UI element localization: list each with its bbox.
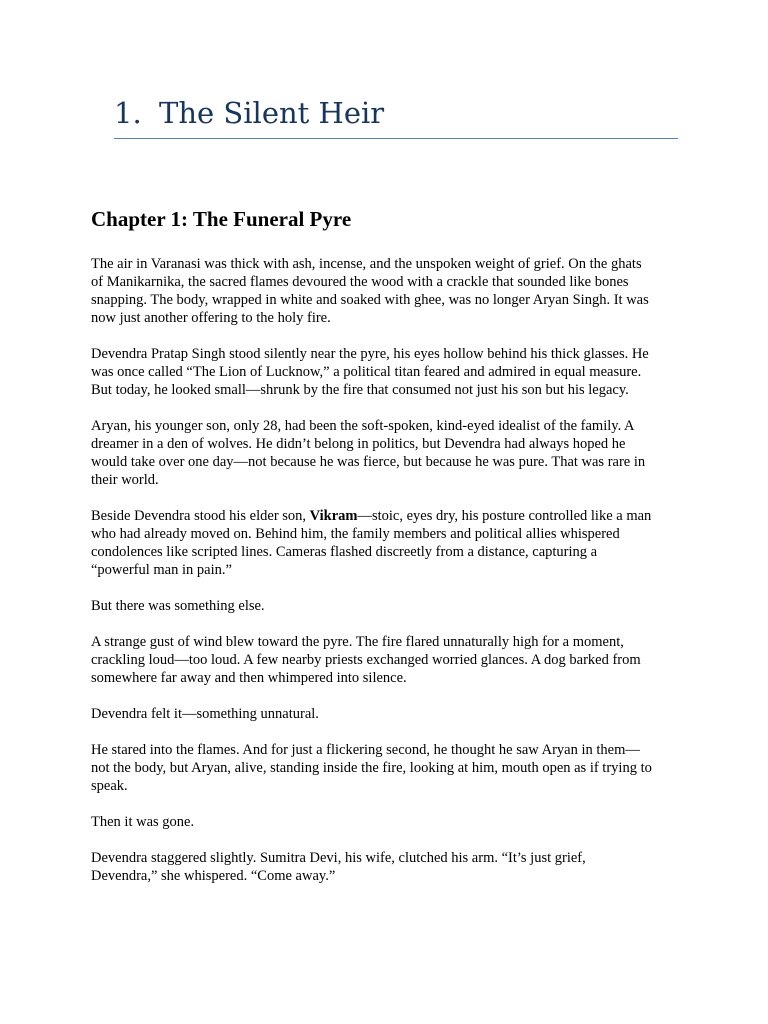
paragraph: [91, 633, 681, 687]
section-heading: [114, 93, 678, 139]
paragraph: [91, 705, 681, 723]
body-text: [91, 255, 681, 903]
text-line: Devendra,” she whispered. “Come away.”: [91, 868, 336, 884]
text-line: A strange gust of wind blew toward the pyre. The fire flared unnaturally high for a moment,: [91, 634, 624, 650]
text-line: snapping. The body, wrapped in white and soaked with ghee, was no longer Aryan Singh. It was: [91, 292, 649, 308]
text-line: of Manikarnika, the sacred flames devoured the wood with a crackle that sounded like bones: [91, 274, 629, 290]
text-line: Devendra felt it—something unnatural.: [91, 706, 319, 722]
text-line: Devendra staggered slightly. Sumitra Devi, his wife, clutched his arm. “It’s just grief,: [91, 850, 586, 866]
text-line: somewhere far away and then whimpered into silence.: [91, 670, 407, 686]
text-line: But today, he looked small—shrunk by the fire that consumed not just his son but his legacy.: [91, 382, 629, 398]
text-line: “powerful man in pain.”: [91, 562, 232, 578]
text-line: crackling loud—too loud. A few nearby priests exchanged worried glances. A dog barked from: [91, 652, 641, 668]
paragraph: [91, 507, 681, 579]
heading-number: 1.: [114, 96, 142, 130]
text-line: not the body, but Aryan, alive, standing inside the fire, looking at him, mouth open as if trying to: [91, 760, 652, 776]
text-run: —stoic, eyes dry, his posture controlled like a man: [357, 508, 652, 524]
character-name-vikram: Vikram: [309, 508, 358, 524]
paragraph: [91, 345, 681, 399]
chapter-title: Chapter 1: The Funeral Pyre: [91, 207, 352, 231]
text-line: condolences like scripted lines. Cameras flashed discreetly from a distance, capturing a: [91, 544, 598, 560]
text-line: [91, 507, 681, 525]
text-line: dreamer in a den of wolves. He didn’t belong in politics, but Devendra had always hoped he: [91, 436, 626, 452]
text-line: He stared into the flames. And for just a flickering second, he thought he saw Aryan in them—: [91, 742, 640, 758]
text-line: was once called “The Lion of Lucknow,” a political titan feared and admired in equal measure.: [91, 364, 642, 380]
paragraph: [91, 417, 681, 489]
text-line: their world.: [91, 472, 159, 488]
text-line: now just another offering to the holy fire.: [91, 310, 331, 326]
heading-title: The Silent Heir: [159, 96, 385, 130]
paragraph: [91, 741, 681, 795]
text-line: Aryan, his younger son, only 28, had been the soft-spoken, kind-eyed idealist of the family. A: [91, 418, 635, 434]
paragraph: [91, 849, 681, 885]
text-line: speak.: [91, 778, 128, 794]
paragraph: [91, 813, 681, 831]
text-line: would take over one day—not because he was fierce, but because he was pure. That was rare in: [91, 454, 646, 470]
text-run: Beside Devendra stood his elder son,: [91, 508, 310, 524]
text-line: But there was something else.: [91, 598, 265, 614]
paragraph: [91, 597, 681, 615]
text-line: Then it was gone.: [91, 814, 195, 830]
text-line: The air in Varanasi was thick with ash, incense, and the unspoken weight of grief. On the ghats: [91, 256, 642, 272]
text-line: who had already moved on. Behind him, the family members and political allies whispered: [91, 526, 620, 542]
text-line: Devendra Pratap Singh stood silently near the pyre, his eyes hollow behind his thick glasses. He: [91, 346, 649, 362]
paragraph: [91, 255, 681, 327]
